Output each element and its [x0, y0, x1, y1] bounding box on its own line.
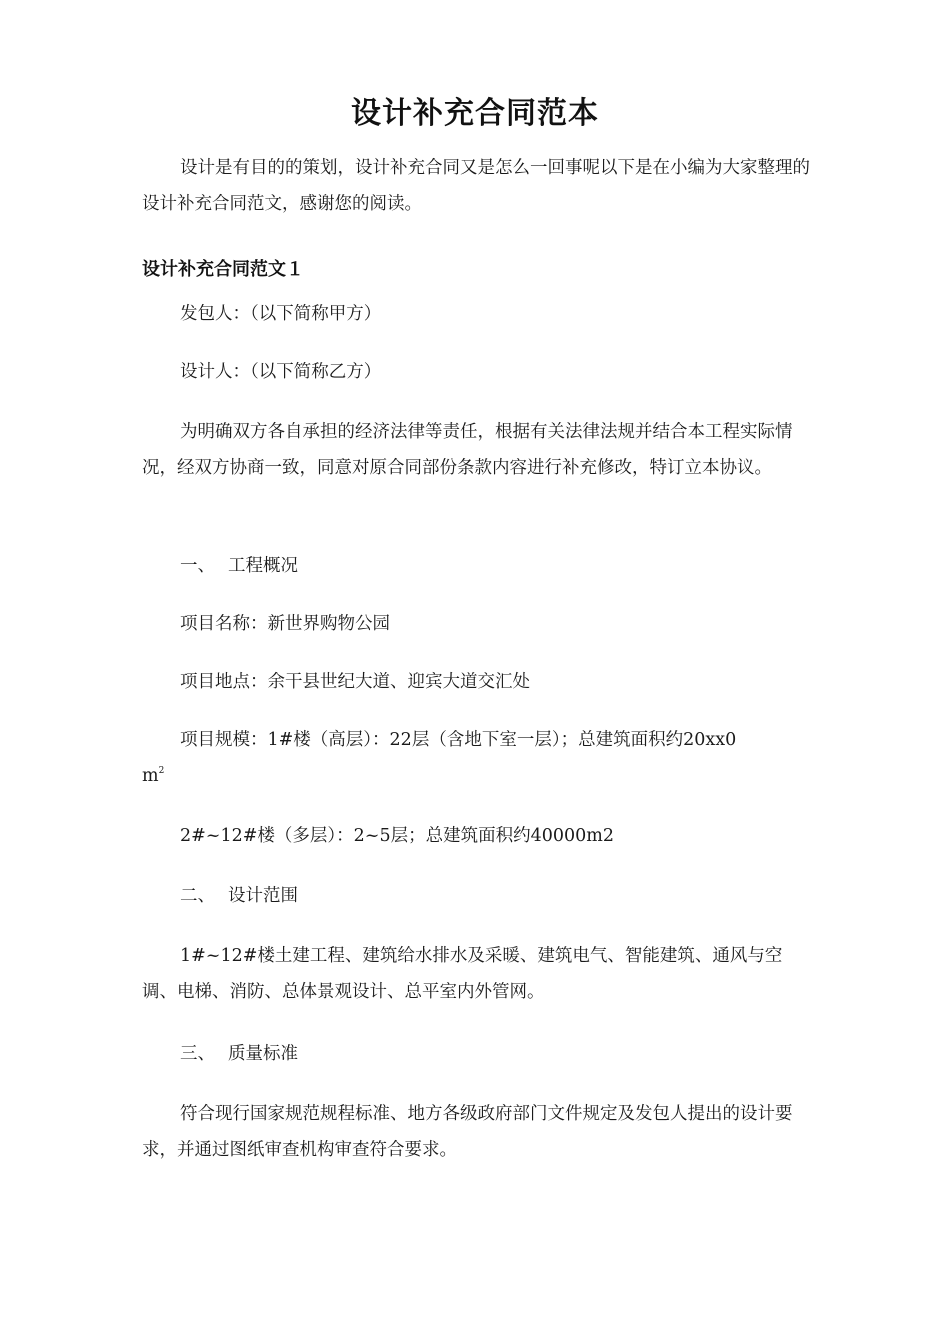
party-a-line: 发包人：（以下简称甲方） — [180, 304, 382, 324]
quality-standard-paragraph: 符合现行国家规范规程标准、地方各级政府部门文件规定及发包人提出的设计要求，并通过图纸审查机构审查符合要求。 — [142, 1104, 793, 1160]
section-1-title: 工程概况 — [228, 556, 298, 576]
section-2-number: 二、 — [180, 886, 215, 906]
section-1-heading — [180, 548, 298, 584]
project-scale-unit — [142, 758, 164, 794]
section-3-heading — [180, 1036, 298, 1072]
preamble-paragraph: 为明确双方各自承担的经济法律等责任，根据有关法律法规并结合本工程实际情况，经双方协商一致，同意对原合同部份条款内容进行补充修改，特订立本协议。 — [142, 422, 793, 478]
section-3-title: 质量标准 — [228, 1044, 298, 1064]
project-name-line: 项目名称：新世界购物公园 — [180, 614, 390, 634]
document-title: 设计补充合同范本 — [351, 96, 599, 131]
project-scale-line-1: 项目规模：1#楼（高层）：22层（含地下室一层）；总建筑面积约20xx0 — [180, 730, 737, 750]
unit-superscript: 2 — [158, 766, 165, 776]
party-b-line: 设计人：（以下简称乙方） — [180, 362, 382, 382]
section-1-number: 一、 — [180, 556, 215, 576]
section-2-heading — [180, 878, 298, 914]
section-2-title: 设计范围 — [228, 886, 298, 906]
project-location-line: 项目地点：余干县世纪大道、迎宾大道交汇处 — [180, 672, 530, 692]
section-3-number: 三、 — [180, 1044, 215, 1064]
section-heading: 设计补充合同范文１ — [142, 259, 304, 280]
design-scope-paragraph: 1#~12#楼土建工程、建筑给水排水及采暖、建筑电气、智能建筑、通风与空调、电梯、消防、总体景观设计、总平室内外管网。 — [142, 946, 783, 1002]
intro-paragraph: 设计是有目的的策划，设计补充合同又是怎么一回事呢以下是在小编为大家整理的设计补充合同范文，感谢您的阅读。 — [142, 158, 810, 214]
unit-m: m — [142, 766, 159, 786]
project-scale-line-2: 2#~12#楼（多层）：2~5层；总建筑面积约40000m2 — [180, 826, 614, 846]
